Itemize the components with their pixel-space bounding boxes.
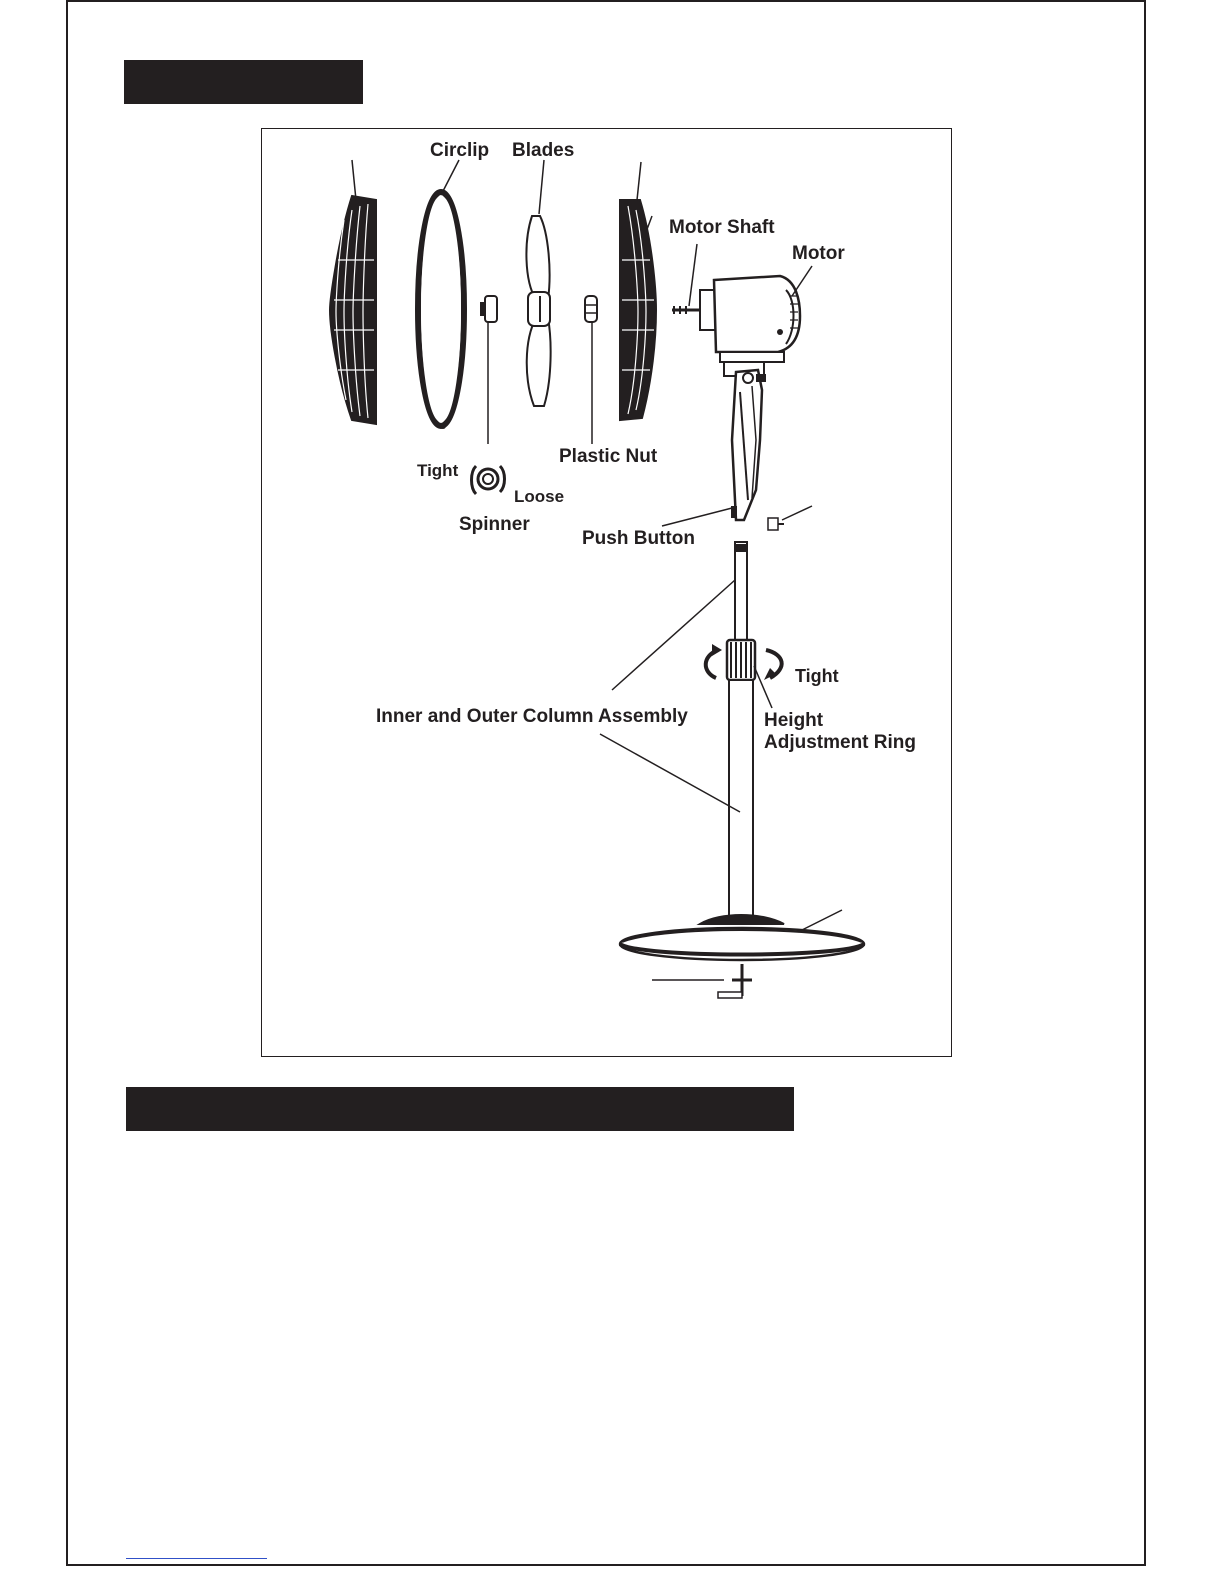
front-grille-leader <box>637 162 641 200</box>
base-leader <box>798 910 842 932</box>
screw <box>768 518 784 530</box>
push-button-leader <box>662 508 732 526</box>
label-height: Height <box>764 710 824 731</box>
spinner-rotation-icon <box>472 466 505 494</box>
motor-shaft-leader <box>689 244 697 306</box>
label-motor: Motor <box>792 243 845 264</box>
motor-housing <box>700 276 800 376</box>
motor-leader <box>792 266 812 296</box>
column-leader-lower <box>600 734 740 812</box>
rear-grille-leader <box>352 160 356 200</box>
spinner-part <box>480 296 497 322</box>
rotation-arrow-left <box>706 644 722 678</box>
circlip-leader <box>441 160 459 195</box>
outer-column <box>729 680 753 920</box>
label-loose: Loose <box>514 487 565 506</box>
label-push-button: Push Button <box>582 528 695 549</box>
label-column-assembly: Inner and Outer Column Assembly <box>376 706 688 727</box>
label-tight-ring: Tight <box>795 666 839 686</box>
label-circlip: Circlip <box>430 140 490 161</box>
front-grille <box>620 200 656 420</box>
inner-column <box>734 542 748 642</box>
label-tight-spinner: Tight <box>417 461 459 480</box>
blades-leader <box>539 160 544 214</box>
screw-leader <box>782 506 812 520</box>
tilt-bracket <box>731 370 766 520</box>
rear-grille <box>330 196 376 424</box>
base <box>620 915 864 960</box>
column-leader-upper <box>612 580 735 690</box>
plastic-nut-part <box>585 296 597 322</box>
label-plastic-nut: Plastic Nut <box>559 446 658 467</box>
fan-blades <box>526 216 550 406</box>
circlip-ring <box>418 192 464 429</box>
height-adjustment-ring <box>727 640 755 680</box>
label-blades: Blades <box>512 140 575 161</box>
rotation-arrow-right <box>764 650 782 680</box>
label-motor-shaft: Motor Shaft <box>669 217 775 238</box>
label-spinner: Spinner <box>459 514 530 535</box>
label-adjustment-ring: Adjustment Ring <box>764 732 916 753</box>
base-fixing-knob <box>718 964 752 998</box>
